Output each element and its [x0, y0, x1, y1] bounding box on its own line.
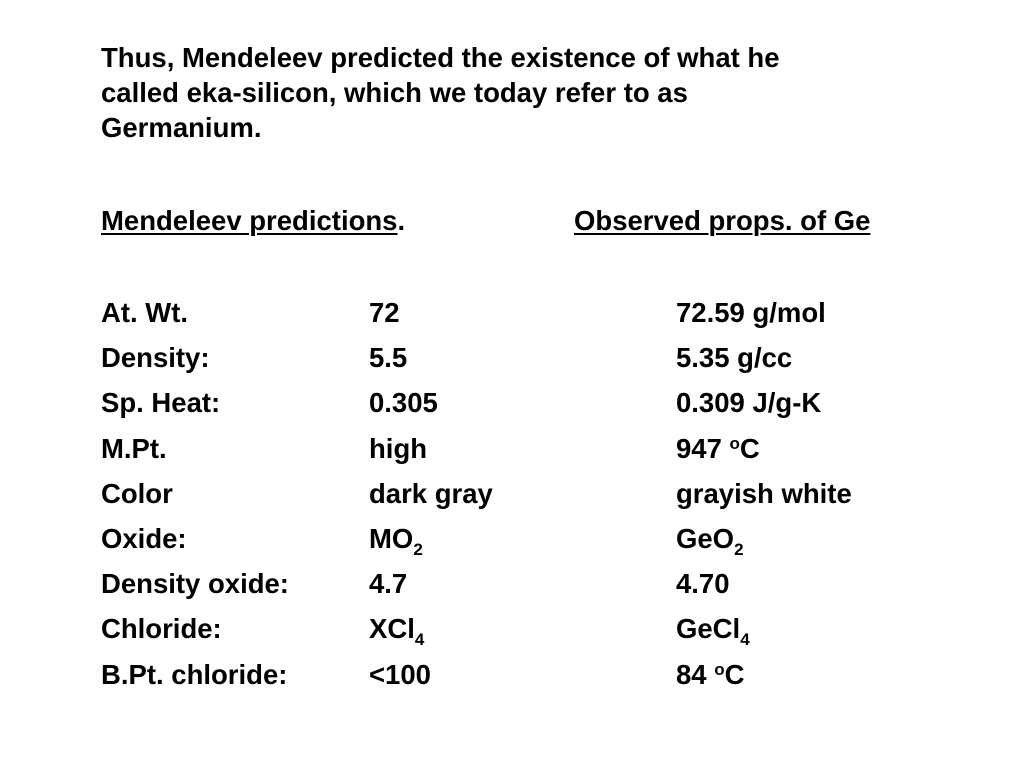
property-label: Chloride: — [101, 613, 222, 645]
formula-base: GeCl — [676, 613, 741, 645]
predicted-value — [369, 521, 423, 559]
property-label: Oxide: — [101, 522, 187, 554]
intro-line-2: called eka-silicon, which we today refer to as — [101, 77, 688, 108]
table-row-boiling-point-chloride — [101, 657, 961, 702]
property-label: M.Pt. — [101, 432, 167, 464]
observed-value: 72.59 g/mol — [676, 297, 826, 328]
observed-value — [676, 431, 760, 466]
table-row-color — [101, 476, 961, 521]
predicted-value: high — [369, 432, 428, 464]
degree-superscript: o — [729, 433, 740, 453]
observed-value — [676, 611, 750, 650]
formula-base: GeO — [676, 522, 735, 554]
degree-superscript: o — [714, 659, 725, 679]
observed-value: grayish white — [676, 477, 852, 509]
table-row-melting-point — [101, 431, 961, 476]
property-label: Color — [101, 477, 173, 509]
table-row-chloride — [101, 611, 961, 656]
formula-subscript: 2 — [413, 539, 423, 559]
observed-value: 4.70 — [676, 568, 730, 600]
observed-value: 5.35 g/cc — [676, 342, 793, 374]
property-label: Sp. Heat: — [101, 387, 221, 419]
predicted-value: 4.7 — [369, 568, 408, 600]
predicted-value: <100 — [369, 658, 431, 690]
predicted-value: 72 — [369, 297, 400, 328]
predictions-heading-suffix: . — [397, 205, 406, 236]
predictions-heading — [101, 203, 405, 238]
predictions-heading-text: Mendeleev predictions — [101, 205, 398, 236]
table-row-atomic-weight — [101, 295, 961, 340]
formula-subscript: 4 — [740, 630, 750, 650]
observed-value: 0.309 J/g-K — [676, 387, 822, 419]
property-label: Density oxide: — [101, 568, 289, 600]
property-label: Density: — [101, 342, 210, 374]
formula-subscript: 4 — [414, 630, 425, 650]
intro-paragraph — [101, 40, 981, 145]
formula-base: XCl — [369, 613, 415, 645]
observed-value-number: 84 — [676, 658, 715, 690]
table-row-specific-heat — [101, 385, 961, 430]
observed-value — [676, 521, 744, 559]
predicted-value: 5.5 — [369, 342, 408, 374]
intro-line-3: Germanium. — [101, 112, 262, 143]
predicted-value: dark gray — [369, 477, 493, 509]
table-row-oxide — [101, 521, 961, 566]
observed-heading — [574, 203, 870, 238]
property-label: B.Pt. chloride: — [101, 658, 288, 690]
formula-subscript: 2 — [734, 539, 744, 559]
observed-value-unit: C — [739, 432, 760, 464]
property-label: At. Wt. — [101, 297, 189, 328]
predicted-value: 0.305 — [369, 387, 438, 419]
predicted-value — [369, 611, 425, 650]
comparison-table — [101, 295, 961, 702]
intro-line-1: Thus, Mendeleev predicted the existence of what he — [101, 42, 780, 73]
observed-value-number: 947 — [676, 432, 730, 464]
observed-value-unit: C — [724, 658, 745, 690]
formula-base: MO — [369, 522, 414, 554]
table-row-density-oxide — [101, 566, 961, 611]
table-row-density — [101, 340, 961, 385]
observed-heading-text: Observed props. of Ge — [574, 205, 871, 236]
observed-value — [676, 657, 745, 692]
